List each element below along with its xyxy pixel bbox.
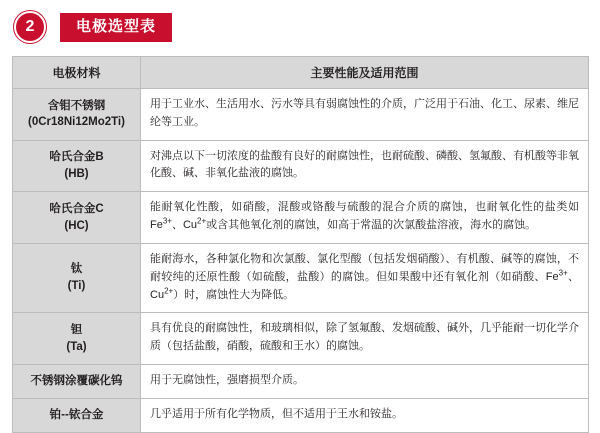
material-name: 钛 [70, 263, 83, 276]
material-code: (Ta) [66, 340, 87, 353]
desc-text: 、Cu [171, 219, 198, 232]
cell-description [141, 243, 589, 312]
cell-description: 几乎适用于所有化学物质，但不适用于王水和铵盐。 [141, 398, 589, 432]
cell-description: 用于工业水、生活用水、污水等具有弱腐蚀性的介质，广泛用于石油、化工、尿素、维尼纶等工业。 [141, 89, 589, 141]
desc-text: 能耐海水，各种氯化物和次氯酸、氯化型酸（包括发烟硝酸）、有机酸、碱等的腐蚀，不耐较纯的还原性酸（如硫酸，盐酸）的腐蚀。但如果酸中还有氧化剂（如硝酸、Fe [150, 252, 579, 283]
cell-description [141, 192, 589, 244]
table-row [13, 364, 589, 398]
cell-material [13, 364, 141, 398]
desc-superscript: 3+ [162, 216, 172, 226]
table-row [13, 192, 589, 244]
section-number-badge: 2 [14, 11, 46, 43]
electrode-selection-table [12, 56, 589, 433]
table-row [13, 313, 589, 365]
page-header [12, 10, 588, 44]
cell-material [13, 313, 141, 365]
desc-text: 或含其他氧化剂的腐蚀，如高于常温的次氯酸盐溶液，海水的腐蚀。 [206, 219, 537, 232]
material-code: (HC) [64, 219, 89, 232]
cell-material [13, 140, 141, 192]
desc-superscript: 3+ [558, 268, 568, 278]
material-code: (Ti) [67, 280, 86, 293]
desc-text: 能耐氧化性酸，如硝酸，混酸或铬酸与硫酸的混合介质的腐蚀，也耐氧化性的盐类如Fe [150, 201, 579, 232]
desc-text: 、Cu [150, 270, 579, 301]
cell-description: 用于无腐蚀性，强磨损型介质。 [141, 364, 589, 398]
material-name: 铂--铱合金 [49, 408, 104, 421]
cell-material [13, 192, 141, 244]
table-header-row [13, 57, 589, 89]
table-body [13, 89, 589, 433]
desc-text: ）时，腐蚀性大为降低。 [173, 288, 295, 301]
table-row [13, 140, 589, 192]
cell-material [13, 398, 141, 432]
cell-material [13, 243, 141, 312]
material-name: 含钼不锈钢 [47, 99, 106, 112]
desc-superscript: 2+ [164, 285, 174, 295]
material-name: 哈氏合金B [49, 151, 104, 164]
material-code: (HB) [64, 167, 89, 180]
material-name: 哈氏合金C [49, 202, 104, 215]
cell-description: 具有优良的耐腐蚀性，和玻璃相似，除了氢氟酸、发烟硫酸、碱外，几乎能耐一切化学介质（包括盐酸，硝酸，硫酸和王水）的腐蚀。 [141, 313, 589, 365]
table-row [13, 243, 589, 312]
material-name: 钽 [70, 323, 83, 336]
page-title: 电极选型表 [60, 13, 172, 42]
table-header [13, 57, 589, 89]
cell-description: 对沸点以下一切浓度的盐酸有良好的耐腐蚀性，也耐硫酸、磷酸、氢氟酸、有机酸等非氧化酸、碱、非氧化盐液的腐蚀。 [141, 140, 589, 192]
desc-superscript: 2+ [197, 216, 207, 226]
column-header-material: 电极材料 [13, 57, 141, 89]
table-row [13, 398, 589, 432]
material-name: 不锈钢涂覆碳化钨 [30, 375, 123, 387]
cell-material [13, 89, 141, 141]
column-header-description: 主要性能及适用范围 [141, 57, 589, 89]
material-code: (0Cr18Ni12Mo2Ti) [28, 116, 125, 129]
table-row [13, 89, 589, 141]
